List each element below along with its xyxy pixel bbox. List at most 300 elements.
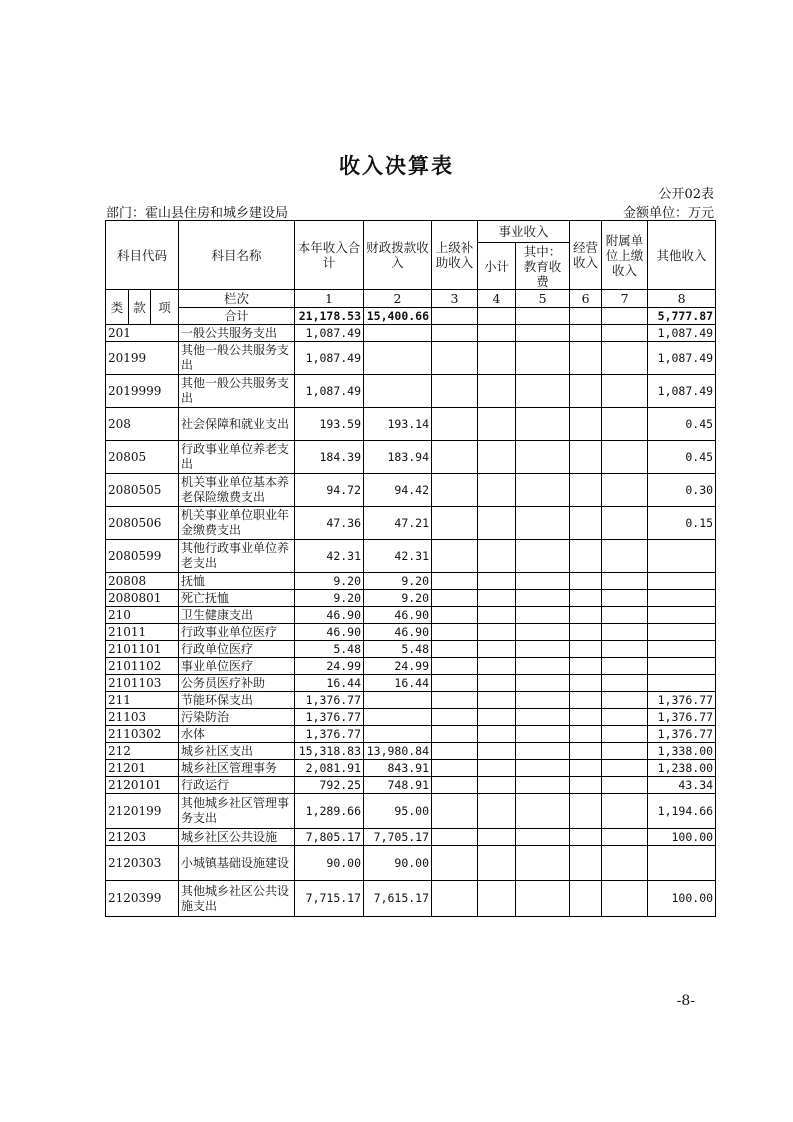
- row-subject-name: 其他一般公共服务支出: [179, 342, 295, 375]
- row-subject-name: 死亡抚恤: [179, 590, 295, 607]
- row-total-income: 5.48: [295, 641, 364, 658]
- row-empty-cell: [570, 777, 602, 794]
- row-empty-cell: [432, 641, 478, 658]
- row-subject-name: 社会保障和就业支出: [179, 408, 295, 441]
- row-empty-cell: [602, 829, 648, 846]
- row-empty-cell: [516, 474, 570, 507]
- table-row: [106, 540, 716, 573]
- row-fiscal-appropriation: 843.91: [364, 760, 432, 777]
- row-total-income: 7,805.17: [295, 829, 364, 846]
- table-row: [106, 624, 716, 641]
- row-other-income: 1,338.00: [648, 743, 716, 760]
- row-empty-cell: [602, 760, 648, 777]
- row-subject-code: 2120303: [106, 846, 179, 881]
- row-empty-cell: [516, 794, 570, 829]
- row-empty-cell: [478, 474, 516, 507]
- row-subject-code: 2110302: [106, 726, 179, 743]
- row-empty-cell: [478, 325, 516, 342]
- row-other-income: 1,087.49: [648, 325, 716, 342]
- row-fiscal-appropriation: 24.99: [364, 658, 432, 675]
- row-subject-code: 2080801: [106, 590, 179, 607]
- row-subject-code: 20808: [106, 573, 179, 590]
- row-fiscal-appropriation: 47.21: [364, 507, 432, 540]
- row-empty-cell: [570, 743, 602, 760]
- table-row: [106, 881, 716, 917]
- total-row-fiscal: 15,400.66: [364, 308, 432, 325]
- row-empty-cell: [570, 829, 602, 846]
- row-empty-cell: [570, 573, 602, 590]
- row-empty-cell: [602, 777, 648, 794]
- amount-unit-label: 金额单位：万元: [622, 206, 714, 221]
- row-total-income: 792.25: [295, 777, 364, 794]
- total-row-total: 21,178.53: [295, 308, 364, 325]
- row-empty-cell: [516, 408, 570, 441]
- row-empty-cell: [570, 624, 602, 641]
- table-row: [106, 408, 716, 441]
- row-empty-cell: [602, 692, 648, 709]
- row-empty-cell: [602, 658, 648, 675]
- row-total-income: 1,087.49: [295, 342, 364, 375]
- row-empty-cell: [602, 881, 648, 917]
- row-other-income: 1,376.77: [648, 692, 716, 709]
- row-empty-cell: [432, 726, 478, 743]
- row-empty-cell: [516, 375, 570, 408]
- row-empty-cell: [516, 342, 570, 375]
- row-empty-cell: [570, 590, 602, 607]
- page-title: 收入决算表: [339, 154, 454, 178]
- row-empty-cell: [516, 726, 570, 743]
- row-empty-cell: [478, 507, 516, 540]
- row-total-income: 24.99: [295, 658, 364, 675]
- row-empty-cell: [432, 658, 478, 675]
- row-empty-cell: [602, 375, 648, 408]
- header-fiscal-appropriation: 财政拨款收入: [364, 221, 432, 290]
- row-subject-name: 机关事业单位职业年金缴费支出: [179, 507, 295, 540]
- row-empty-cell: [516, 846, 570, 881]
- header-business-income: 事业收入: [478, 221, 570, 243]
- row-subject-name: 行政单位医疗: [179, 641, 295, 658]
- col-num: 5: [516, 290, 570, 308]
- row-subject-name: 节能环保支出: [179, 692, 295, 709]
- header-operating-income: 经营收入: [570, 221, 602, 290]
- row-empty-cell: [432, 624, 478, 641]
- table-row: [106, 474, 716, 507]
- row-empty-cell: [432, 590, 478, 607]
- row-empty-cell: [516, 675, 570, 692]
- row-fiscal-appropriation: [364, 709, 432, 726]
- row-fiscal-appropriation: 46.90: [364, 607, 432, 624]
- row-empty-cell: [432, 881, 478, 917]
- row-total-income: 7,715.17: [295, 881, 364, 917]
- row-other-income: 1,087.49: [648, 375, 716, 408]
- row-fiscal-appropriation: 90.00: [364, 846, 432, 881]
- row-empty-cell: [478, 375, 516, 408]
- table-row: [106, 375, 716, 408]
- table-row: [106, 692, 716, 709]
- row-total-income: 15,318.83: [295, 743, 364, 760]
- row-subject-name: 机关事业单位基本养老保险缴费支出: [179, 474, 295, 507]
- row-empty-cell: [516, 641, 570, 658]
- row-empty-cell: [516, 590, 570, 607]
- table-row: [106, 441, 716, 474]
- row-empty-cell: [478, 846, 516, 881]
- row-total-income: 184.39: [295, 441, 364, 474]
- row-subject-name: 一般公共服务支出: [179, 325, 295, 342]
- row-empty-cell: [602, 507, 648, 540]
- row-empty-cell: [602, 590, 648, 607]
- row-empty-cell: [516, 624, 570, 641]
- row-subject-code: 21203: [106, 829, 179, 846]
- row-subject-name: 污染防治: [179, 709, 295, 726]
- row-empty-cell: [516, 325, 570, 342]
- row-empty-cell: [570, 846, 602, 881]
- row-empty-cell: [602, 573, 648, 590]
- row-empty-cell: [570, 474, 602, 507]
- row-empty-cell: [432, 607, 478, 624]
- row-subject-name: 水体: [179, 726, 295, 743]
- row-fiscal-appropriation: [364, 726, 432, 743]
- row-empty-cell: [478, 743, 516, 760]
- row-empty-cell: [478, 590, 516, 607]
- row-other-income: 1,376.77: [648, 709, 716, 726]
- row-subject-code: 2120199: [106, 794, 179, 829]
- row-empty-cell: [570, 692, 602, 709]
- row-fiscal-appropriation: 9.20: [364, 573, 432, 590]
- header-xiang: 项: [151, 290, 179, 325]
- row-empty-cell: [570, 375, 602, 408]
- row-subject-code: 21201: [106, 760, 179, 777]
- row-total-income: 9.20: [295, 590, 364, 607]
- row-subject-name: 卫生健康支出: [179, 607, 295, 624]
- row-empty-cell: [432, 474, 478, 507]
- table-row: [106, 325, 716, 342]
- row-total-income: 1,376.77: [295, 692, 364, 709]
- row-empty-cell: [516, 507, 570, 540]
- row-empty-cell: [432, 777, 478, 794]
- row-empty-cell: [432, 507, 478, 540]
- row-fiscal-appropriation: 183.94: [364, 441, 432, 474]
- row-fiscal-appropriation: 94.42: [364, 474, 432, 507]
- row-subject-name: 事业单位医疗: [179, 658, 295, 675]
- row-empty-cell: [570, 641, 602, 658]
- table-row: [106, 675, 716, 692]
- row-empty-cell: [478, 881, 516, 917]
- row-fiscal-appropriation: 5.48: [364, 641, 432, 658]
- row-total-income: 1,376.77: [295, 709, 364, 726]
- row-other-income: 0.45: [648, 441, 716, 474]
- row-empty-cell: [602, 325, 648, 342]
- header-lei: 类: [106, 290, 129, 325]
- row-total-income: 42.31: [295, 540, 364, 573]
- row-empty-cell: [570, 658, 602, 675]
- row-empty-cell: [478, 829, 516, 846]
- row-empty-cell: [602, 709, 648, 726]
- row-empty-cell: [432, 760, 478, 777]
- row-empty-cell: [432, 846, 478, 881]
- row-empty-cell: [570, 794, 602, 829]
- row-other-income: 0.30: [648, 474, 716, 507]
- row-fiscal-appropriation: 42.31: [364, 540, 432, 573]
- row-subject-name: 其他一般公共服务支出: [179, 375, 295, 408]
- row-empty-cell: [432, 540, 478, 573]
- row-other-income: 1,194.66: [648, 794, 716, 829]
- row-subject-code: 2101102: [106, 658, 179, 675]
- row-fiscal-appropriation: 7,705.17: [364, 829, 432, 846]
- row-empty-cell: [602, 794, 648, 829]
- row-empty-cell: [602, 408, 648, 441]
- row-subject-name: 行政事业单位医疗: [179, 624, 295, 641]
- row-empty-cell: [516, 709, 570, 726]
- row-empty-cell: [478, 573, 516, 590]
- row-empty-cell: [432, 743, 478, 760]
- row-empty-cell: [478, 760, 516, 777]
- row-empty-cell: [432, 325, 478, 342]
- col-num: 1: [295, 290, 364, 308]
- row-subject-code: 2019999: [106, 375, 179, 408]
- row-empty-cell: [570, 441, 602, 474]
- row-empty-cell: [570, 675, 602, 692]
- row-subject-code: 2120101: [106, 777, 179, 794]
- row-empty-cell: [602, 540, 648, 573]
- row-empty-cell: [478, 624, 516, 641]
- row-other-income: 0.15: [648, 507, 716, 540]
- row-empty-cell: [432, 573, 478, 590]
- row-empty-cell: [570, 342, 602, 375]
- row-empty-cell: [432, 794, 478, 829]
- income-table: [105, 220, 716, 917]
- row-empty-cell: [478, 658, 516, 675]
- col-num: 7: [602, 290, 648, 308]
- row-empty-cell: [516, 760, 570, 777]
- header-total-income: 本年收入合计: [295, 221, 364, 290]
- row-subject-name: 其他城乡社区管理事务支出: [179, 794, 295, 829]
- row-empty-cell: [602, 641, 648, 658]
- table-row: [106, 507, 716, 540]
- row-other-income: 100.00: [648, 829, 716, 846]
- row-other-income: [648, 540, 716, 573]
- row-total-income: 193.59: [295, 408, 364, 441]
- row-subject-name: 公务员医疗补助: [179, 675, 295, 692]
- row-empty-cell: [432, 829, 478, 846]
- row-other-income: [648, 607, 716, 624]
- table-row: [106, 573, 716, 590]
- row-empty-cell: [602, 675, 648, 692]
- row-empty-cell: [570, 881, 602, 917]
- row-subject-code: 2080506: [106, 507, 179, 540]
- row-empty-cell: [432, 675, 478, 692]
- row-fiscal-appropriation: [364, 325, 432, 342]
- row-empty-cell: [602, 607, 648, 624]
- row-total-income: 90.00: [295, 846, 364, 881]
- row-empty-cell: [602, 726, 648, 743]
- row-subject-code: 2120399: [106, 881, 179, 917]
- row-total-income: 1,087.49: [295, 325, 364, 342]
- row-subject-name: 抚恤: [179, 573, 295, 590]
- row-empty-cell: [602, 342, 648, 375]
- row-other-income: [648, 846, 716, 881]
- row-empty-cell: [478, 342, 516, 375]
- row-fiscal-appropriation: 46.90: [364, 624, 432, 641]
- row-total-income: 1,289.66: [295, 794, 364, 829]
- total-row-other: 5,777.87: [648, 308, 716, 325]
- table-row: [106, 658, 716, 675]
- row-total-income: 47.36: [295, 507, 364, 540]
- row-other-income: [648, 590, 716, 607]
- row-subject-code: 212: [106, 743, 179, 760]
- row-empty-cell: [516, 777, 570, 794]
- row-fiscal-appropriation: [364, 692, 432, 709]
- row-fiscal-appropriation: [364, 375, 432, 408]
- row-empty-cell: [478, 441, 516, 474]
- row-empty-cell: [478, 777, 516, 794]
- row-fiscal-appropriation: 748.91: [364, 777, 432, 794]
- row-other-income: 100.00: [648, 881, 716, 917]
- row-subject-code: 210: [106, 607, 179, 624]
- row-total-income: 46.90: [295, 607, 364, 624]
- row-fiscal-appropriation: [364, 342, 432, 375]
- row-subject-code: 2101101: [106, 641, 179, 658]
- row-empty-cell: [516, 658, 570, 675]
- row-total-income: 9.20: [295, 573, 364, 590]
- col-num: 8: [648, 290, 716, 308]
- row-subject-code: 21103: [106, 709, 179, 726]
- row-empty-cell: [602, 441, 648, 474]
- table-row: [106, 777, 716, 794]
- col-num: 6: [570, 290, 602, 308]
- header-education-fee: 其中：教育收费: [516, 243, 570, 290]
- table-row: [106, 760, 716, 777]
- table-row: [106, 342, 716, 375]
- row-subject-name: 其他行政事业单位养老支出: [179, 540, 295, 573]
- table-row: [106, 590, 716, 607]
- row-empty-cell: [478, 726, 516, 743]
- row-empty-cell: [570, 709, 602, 726]
- row-fiscal-appropriation: 7,615.17: [364, 881, 432, 917]
- row-total-income: 1,087.49: [295, 375, 364, 408]
- row-empty-cell: [516, 881, 570, 917]
- row-other-income: [648, 658, 716, 675]
- header-subtotal: 小计: [478, 243, 516, 290]
- row-empty-cell: [478, 794, 516, 829]
- row-empty-cell: [432, 709, 478, 726]
- row-empty-cell: [478, 607, 516, 624]
- row-empty-cell: [478, 692, 516, 709]
- row-empty-cell: [516, 441, 570, 474]
- row-other-income: [648, 675, 716, 692]
- row-empty-cell: [478, 675, 516, 692]
- row-subject-code: 20199: [106, 342, 179, 375]
- row-empty-cell: [570, 540, 602, 573]
- table-row: [106, 743, 716, 760]
- row-subject-name: 小城镇基础设施建设: [179, 846, 295, 881]
- row-empty-cell: [570, 607, 602, 624]
- row-empty-cell: [432, 342, 478, 375]
- table-row: [106, 846, 716, 881]
- col-num: 3: [432, 290, 478, 308]
- department-label: 部门：霍山县住房和城乡建设局: [106, 206, 289, 221]
- header-other-income: 其他收入: [648, 221, 716, 290]
- row-empty-cell: [602, 743, 648, 760]
- table-row: [106, 709, 716, 726]
- row-other-income: [648, 573, 716, 590]
- row-fiscal-appropriation: 16.44: [364, 675, 432, 692]
- row-total-income: 16.44: [295, 675, 364, 692]
- row-empty-cell: [516, 829, 570, 846]
- row-empty-cell: [432, 408, 478, 441]
- row-other-income: [648, 641, 716, 658]
- header-subject-code: 科目代码: [106, 221, 179, 290]
- row-subject-name: 行政事业单位养老支出: [179, 441, 295, 474]
- col-num: 2: [364, 290, 432, 308]
- row-subject-code: 2080505: [106, 474, 179, 507]
- row-total-income: 46.90: [295, 624, 364, 641]
- row-empty-cell: [516, 607, 570, 624]
- row-total-income: 1,376.77: [295, 726, 364, 743]
- header-kuan: 款: [129, 290, 151, 325]
- row-fiscal-appropriation: 9.20: [364, 590, 432, 607]
- row-empty-cell: [516, 692, 570, 709]
- row-fiscal-appropriation: 193.14: [364, 408, 432, 441]
- row-subject-name: 行政运行: [179, 777, 295, 794]
- row-empty-cell: [516, 540, 570, 573]
- table-row: [106, 641, 716, 658]
- row-empty-cell: [602, 624, 648, 641]
- row-other-income: 1,087.49: [648, 342, 716, 375]
- row-other-income: 0.45: [648, 408, 716, 441]
- row-subject-code: 211: [106, 692, 179, 709]
- row-other-income: 1,238.00: [648, 760, 716, 777]
- row-fiscal-appropriation: 95.00: [364, 794, 432, 829]
- table-row: [106, 726, 716, 743]
- table-row: [106, 829, 716, 846]
- header-column-order: 栏次: [179, 290, 295, 308]
- row-empty-cell: [602, 846, 648, 881]
- row-empty-cell: [602, 474, 648, 507]
- row-empty-cell: [570, 325, 602, 342]
- row-empty-cell: [570, 408, 602, 441]
- row-empty-cell: [570, 726, 602, 743]
- row-empty-cell: [432, 375, 478, 408]
- row-empty-cell: [478, 709, 516, 726]
- row-empty-cell: [570, 760, 602, 777]
- row-subject-name: 城乡社区管理事务: [179, 760, 295, 777]
- page-number: -8-: [676, 993, 695, 1009]
- row-total-income: 94.72: [295, 474, 364, 507]
- row-other-income: [648, 624, 716, 641]
- row-subject-code: 2101103: [106, 675, 179, 692]
- row-other-income: 1,376.77: [648, 726, 716, 743]
- row-empty-cell: [516, 573, 570, 590]
- header-superior-subsidy: 上级补助收入: [432, 221, 478, 290]
- row-subject-code: 21011: [106, 624, 179, 641]
- row-subject-code: 208: [106, 408, 179, 441]
- row-subject-code: 201: [106, 325, 179, 342]
- row-empty-cell: [516, 743, 570, 760]
- row-subject-name: 其他城乡社区公共设施支出: [179, 881, 295, 917]
- table-row: [106, 607, 716, 624]
- row-subject-name: 城乡社区公共设施: [179, 829, 295, 846]
- row-empty-cell: [478, 408, 516, 441]
- table-row: [106, 794, 716, 829]
- form-code: 公开02表: [658, 187, 714, 202]
- row-empty-cell: [432, 692, 478, 709]
- row-total-income: 2,081.91: [295, 760, 364, 777]
- row-other-income: 43.34: [648, 777, 716, 794]
- header-subject-name: 科目名称: [179, 221, 295, 290]
- total-row-label: 合计: [179, 308, 295, 325]
- row-empty-cell: [570, 507, 602, 540]
- header-affiliated-income: 附属单位上缴收入: [602, 221, 648, 290]
